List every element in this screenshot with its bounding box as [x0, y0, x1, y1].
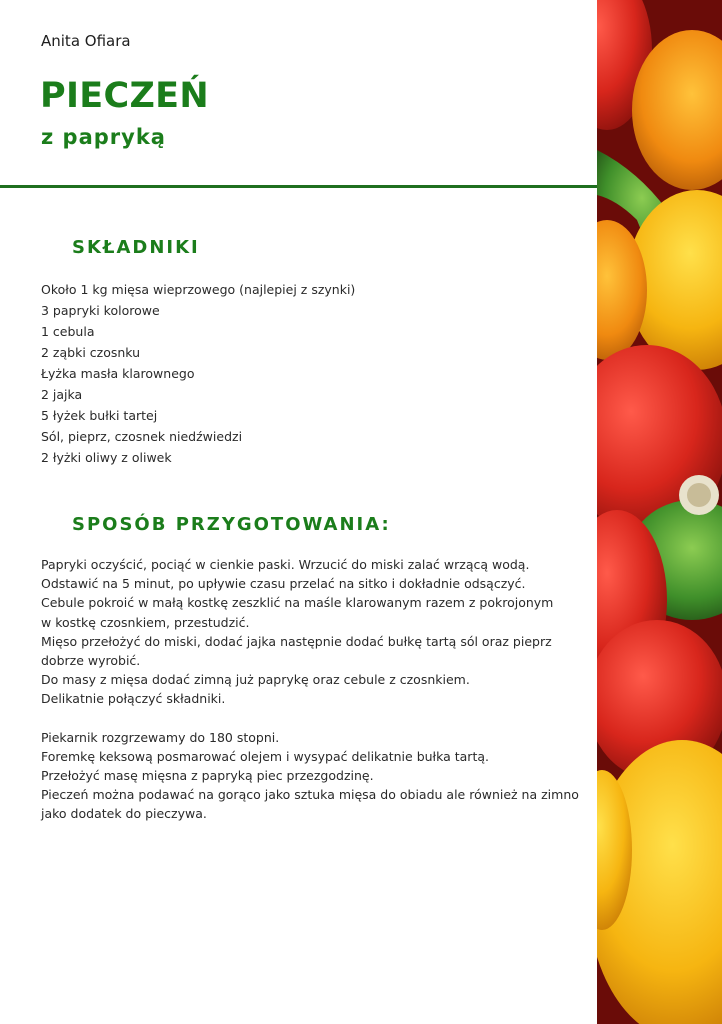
paragraph-gap — [41, 709, 581, 728]
ingredient-item: Około 1 kg mięsa wieprzowego (najlepiej z szynki) — [41, 282, 356, 297]
ingredients-heading: SKŁADNIKI — [72, 237, 200, 258]
method-line: Foremkę keksową posmarować olejem i wysypać delikatnie bułka tartą. — [41, 748, 489, 764]
recipe-title: PIECZEŃ — [40, 76, 209, 116]
ingredient-item: Łyżka masła klarownego — [41, 366, 195, 381]
method-line: Piekarnik rozgrzewamy do 180 stopni. — [41, 729, 280, 745]
method-heading: SPOSÓB PRZYGOTOWANIA: — [72, 514, 391, 535]
method-line: Cebule pokroić w małą kostkę zeszklić na maśle klarowanym razem z pokrojonym — [41, 595, 554, 611]
method-text — [41, 555, 581, 824]
peppers-image — [597, 0, 722, 1024]
ingredients-list — [41, 279, 355, 468]
header-divider — [0, 185, 597, 188]
method-line: Papryki oczyścić, pociąć w cienkie paski. Wrzucić do miski zalać wrzącą wodą. — [41, 557, 530, 572]
method-line: Odstawić na 5 minut, po upływie czasu przelać na sitko i dokładnie odsączyć. — [41, 576, 526, 592]
ingredient-item: 2 ząbki czosnku — [41, 345, 141, 360]
ingredient-item: 3 papryki kolorowe — [41, 303, 160, 318]
method-line: dobrze wyrobić. — [41, 653, 141, 669]
author-name: Anita Ofiara — [41, 32, 131, 50]
ingredient-item: 2 łyżki oliwy z oliwek — [41, 450, 172, 465]
ingredient-item: Sól, pieprz, czosnek niedźwiedzi — [41, 429, 243, 444]
ingredient-item: 2 jajka — [41, 387, 83, 402]
method-line: Do masy z mięsa dodać zimną już paprykę oraz cebule z czosnkiem. — [41, 672, 470, 688]
method-line: Delikatnie połączyć składniki. — [41, 691, 226, 707]
method-line: w kostkę czosnkiem, przestudzić. — [41, 614, 250, 630]
method-line: jako dodatek do pieczywa. — [41, 806, 207, 822]
method-line: Pieczeń można podawać na gorąco jako sztuka mięsa do obiadu ale również na zimno — [41, 787, 579, 803]
recipe-subtitle: z papryką — [41, 125, 166, 149]
ingredient-item: 5 łyżek bułki tartej — [41, 408, 158, 423]
ingredient-item: 1 cebula — [41, 324, 95, 339]
method-line: Mięso przełożyć do miski, dodać jajka następnie dodać bułkę tartą sól oraz pieprz — [41, 633, 552, 649]
method-line: Przełożyć masę mięsna z papryką piec przezgodzinę. — [41, 768, 374, 784]
